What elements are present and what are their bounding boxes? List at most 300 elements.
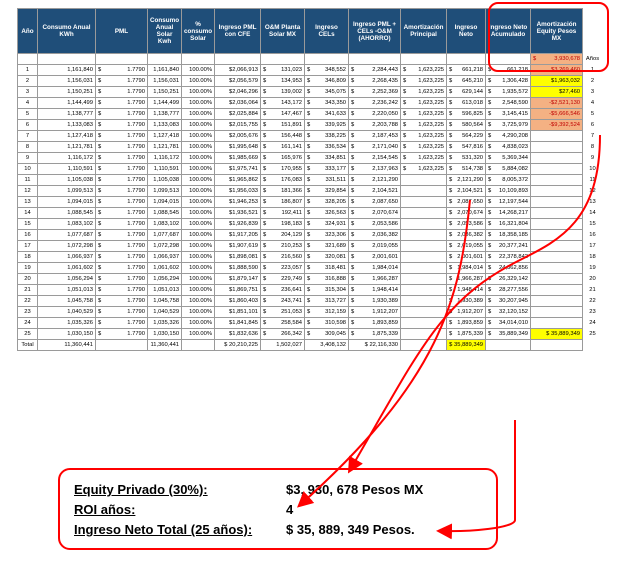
cell-neto: $ 1,875,339 bbox=[447, 329, 486, 340]
cell-equity: $3,269,460 bbox=[531, 65, 583, 76]
cell-year: 9 bbox=[18, 153, 38, 164]
cell-ahorro: $ 1,930,389 bbox=[349, 296, 401, 307]
cell-ingreso_pml: $1,907,619 bbox=[215, 241, 261, 252]
cell-solar: 1,144,499 bbox=[148, 98, 182, 109]
cell-ingreso_pml: $1,879,147 bbox=[215, 274, 261, 285]
cell-pct: 100.00% bbox=[182, 142, 215, 153]
cell-cels: $ 323,306 bbox=[305, 230, 349, 241]
cell-pct: 100.00% bbox=[182, 175, 215, 186]
cell-solar: 1,056,294 bbox=[148, 274, 182, 285]
cell-pct: 100.00% bbox=[182, 230, 215, 241]
cell-cels: $ 321,689 bbox=[305, 241, 349, 252]
total-cels: 3,408,132 bbox=[305, 340, 349, 351]
cell-ingreso_pml: $2,056,579 bbox=[215, 76, 261, 87]
cell-pct: 100.00% bbox=[182, 296, 215, 307]
cell-idx: 6 bbox=[590, 122, 595, 128]
cell-acum: $ 1,306,428 bbox=[486, 76, 531, 87]
cell-neto: $ 613,018 bbox=[447, 98, 486, 109]
cell-acum: $ 3,145,415 bbox=[486, 109, 531, 120]
cell-year: 22 bbox=[18, 296, 38, 307]
cell-idx: 13 bbox=[589, 199, 596, 205]
cell-neto: $ 2,001,601 bbox=[447, 252, 486, 263]
cell-neto: $ 661,218 bbox=[447, 65, 486, 76]
cell-idx: 23 bbox=[589, 309, 596, 315]
cell-consumo: 1,133,083 bbox=[38, 120, 96, 131]
cell-solar: 1,116,172 bbox=[148, 153, 182, 164]
cell-pct: 100.00% bbox=[182, 109, 215, 120]
cell-ahorro: $ 1,912,207 bbox=[349, 307, 401, 318]
cell-neto: $ 531,320 bbox=[447, 153, 486, 164]
header-ahorro: Ingreso PML + CELs -O&M (AHORRO) bbox=[349, 9, 401, 54]
cell-pml: $ 1.7790 bbox=[96, 307, 148, 318]
cell-amort: $ 1,623,225 bbox=[401, 120, 447, 131]
cell-ahorro: $ 2,187,453 bbox=[349, 131, 401, 142]
years-label: Años bbox=[585, 56, 600, 62]
cell-pct: 100.00% bbox=[182, 197, 215, 208]
cell-year: 24 bbox=[18, 318, 38, 329]
cell-idx: 20 bbox=[589, 276, 596, 282]
cell-pct: 100.00% bbox=[182, 252, 215, 263]
cell-year: 21 bbox=[18, 285, 38, 296]
cell-ingreso_pml: $1,985,669 bbox=[215, 153, 261, 164]
cell-ahorro: $ 2,036,382 bbox=[349, 230, 401, 241]
cell-idx: 25 bbox=[589, 331, 596, 337]
cell-year: 6 bbox=[18, 120, 38, 131]
cell-pct: 100.00% bbox=[182, 87, 215, 98]
cell-pct: 100.00% bbox=[182, 318, 215, 329]
cell-solar: 1,061,602 bbox=[148, 263, 182, 274]
cell-ingreso_pml: $2,005,676 bbox=[215, 131, 261, 142]
cell-idx: 12 bbox=[589, 188, 596, 194]
cell-acum: $ 14,268,217 bbox=[486, 208, 531, 219]
cell-solar: 1,072,298 bbox=[148, 241, 182, 252]
cell-neto: $ 514,738 bbox=[447, 164, 486, 175]
cell-consumo: 1,077,687 bbox=[38, 230, 96, 241]
cell-consumo: 1,156,031 bbox=[38, 76, 96, 87]
cell-ahorro: $ 2,236,242 bbox=[349, 98, 401, 109]
cell-consumo: 1,116,172 bbox=[38, 153, 96, 164]
header-pct-solar: % consumo Solar bbox=[182, 9, 215, 54]
cell-om: $ 161,141 bbox=[261, 142, 305, 153]
cell-ahorro: $ 1,875,339 bbox=[349, 329, 401, 340]
cell-neto: $ 1,930,389 bbox=[447, 296, 486, 307]
cell-solar: 1,077,687 bbox=[148, 230, 182, 241]
cell-acum: $ 8,005,372 bbox=[486, 175, 531, 186]
cell-om: $ 139,002 bbox=[261, 87, 305, 98]
cell-amort: $ 1,623,225 bbox=[401, 65, 447, 76]
cell-year: 2 bbox=[18, 76, 38, 87]
cell-cels: $ 341,633 bbox=[305, 109, 349, 120]
cell-consumo: 1,099,513 bbox=[38, 186, 96, 197]
cell-neto: $ 1,966,287 bbox=[447, 274, 486, 285]
cell-neto: $ 547,816 bbox=[447, 142, 486, 153]
cell-ingreso_pml: $2,015,755 bbox=[215, 120, 261, 131]
cell-cels: $ 333,177 bbox=[305, 164, 349, 175]
cell-ingreso_pml: $1,898,081 bbox=[215, 252, 261, 263]
cell-pct: 100.00% bbox=[182, 131, 215, 142]
cell-neto: $ 2,053,586 bbox=[447, 219, 486, 230]
cell-cels: $ 309,045 bbox=[305, 329, 349, 340]
cell-neto: $ 1,948,414 bbox=[447, 285, 486, 296]
cell-cels: $ 339,925 bbox=[305, 120, 349, 131]
cell-idx: 17 bbox=[589, 243, 596, 249]
cell-neto: $ 2,104,521 bbox=[447, 186, 486, 197]
cell-neto: $ 564,229 bbox=[447, 131, 486, 142]
cell-ingreso_pml: $1,965,862 bbox=[215, 175, 261, 186]
cell-consumo: 1,072,298 bbox=[38, 241, 96, 252]
cell-cels: $ 316,888 bbox=[305, 274, 349, 285]
cell-pct: 100.00% bbox=[182, 274, 215, 285]
cell-consumo: 1,110,591 bbox=[38, 164, 96, 175]
cell-ingreso_pml: $1,888,590 bbox=[215, 263, 261, 274]
cell-cels: $ 345,075 bbox=[305, 87, 349, 98]
cell-solar: 1,156,031 bbox=[148, 76, 182, 87]
arrow-neto bbox=[440, 420, 515, 531]
cell-cels: $ 336,534 bbox=[305, 142, 349, 153]
cell-neto: $ 596,825 bbox=[447, 109, 486, 120]
cell-pct: 100.00% bbox=[182, 76, 215, 87]
cell-om: $ 251,053 bbox=[261, 307, 305, 318]
cell-acum: $ 5,884,082 bbox=[486, 164, 531, 175]
cell-pml: $ 1.7790 bbox=[96, 142, 148, 153]
cell-acum: $ 32,120,152 bbox=[486, 307, 531, 318]
cell-om: $ 165,976 bbox=[261, 153, 305, 164]
cell-consumo: 1,105,038 bbox=[38, 175, 96, 186]
cell-neto: $ 2,070,674 bbox=[447, 208, 486, 219]
cell-solar: 1,110,591 bbox=[148, 164, 182, 175]
roi-value: 4 bbox=[286, 502, 294, 517]
cell-consumo: 1,035,326 bbox=[38, 318, 96, 329]
cell-solar: 1,133,083 bbox=[148, 120, 182, 131]
cell-year: 16 bbox=[18, 230, 38, 241]
cell-pct: 100.00% bbox=[182, 98, 215, 109]
cell-consumo: 1,127,418 bbox=[38, 131, 96, 142]
cell-om: $ 258,584 bbox=[261, 318, 305, 329]
cell-pct: 100.00% bbox=[182, 285, 215, 296]
equity-label: Equity Privado (30%): bbox=[74, 482, 208, 497]
cell-idx: 15 bbox=[589, 221, 596, 227]
cell-pml: $ 1.7790 bbox=[96, 274, 148, 285]
cell-om: $ 204,129 bbox=[261, 230, 305, 241]
cell-ingreso_pml: $1,995,648 bbox=[215, 142, 261, 153]
cell-ahorro: $ 2,121,290 bbox=[349, 175, 401, 186]
cell-neto: $ 1,912,207 bbox=[447, 307, 486, 318]
cell-idx: 8 bbox=[590, 144, 595, 150]
cell-pct: 100.00% bbox=[182, 208, 215, 219]
cell-neto: $ 645,210 bbox=[447, 76, 486, 87]
cell-ahorro: $ 2,171,040 bbox=[349, 142, 401, 153]
cell-neto: $ 2,121,290 bbox=[447, 175, 486, 186]
cell-amort: $ 1,623,225 bbox=[401, 76, 447, 87]
cell-consumo: 1,150,251 bbox=[38, 87, 96, 98]
cell-amort: $ 1,623,225 bbox=[401, 109, 447, 120]
cell-solar: 1,099,513 bbox=[148, 186, 182, 197]
cell-om: $ 131,023 bbox=[261, 65, 305, 76]
equity-initial-cell: $ 3,930,678 bbox=[531, 54, 583, 65]
cell-ahorro: $ 2,203,788 bbox=[349, 120, 401, 131]
cell-pct: 100.00% bbox=[182, 65, 215, 76]
cell-pct: 100.00% bbox=[182, 329, 215, 340]
cell-om: $ 186,807 bbox=[261, 197, 305, 208]
cell-ahorro: $ 2,053,586 bbox=[349, 219, 401, 230]
cell-pml: $ 1.7790 bbox=[96, 230, 148, 241]
cell-equity: $1,963,032 bbox=[531, 76, 583, 87]
cell-consumo: 1,066,937 bbox=[38, 252, 96, 263]
cell-ahorro: $ 2,268,435 bbox=[349, 76, 401, 87]
cell-cels: $ 343,350 bbox=[305, 98, 349, 109]
cell-pml: $ 1.7790 bbox=[96, 153, 148, 164]
cell-solar: 1,094,015 bbox=[148, 197, 182, 208]
cell-neto: $ 1,893,859 bbox=[447, 318, 486, 329]
cell-solar: 1,127,418 bbox=[148, 131, 182, 142]
cell-pml: $ 1.7790 bbox=[96, 98, 148, 109]
cell-om: $ 143,172 bbox=[261, 98, 305, 109]
cell-pml: $ 1.7790 bbox=[96, 318, 148, 329]
header-ingreso-neto: Ingreso Neto bbox=[447, 9, 486, 54]
cell-ingreso_pml: $1,869,751 bbox=[215, 285, 261, 296]
cell-consumo: 1,121,781 bbox=[38, 142, 96, 153]
cell-ahorro: $ 2,104,521 bbox=[349, 186, 401, 197]
total-neto: $ 35,889,349 bbox=[447, 340, 486, 351]
cell-acum: $ 5,369,344 bbox=[486, 153, 531, 164]
cell-ahorro: $ 2,137,963 bbox=[349, 164, 401, 175]
neto-label: Ingreso Neto Total (25 años): bbox=[74, 522, 253, 537]
cell-cels: $ 310,598 bbox=[305, 318, 349, 329]
cell-pct: 100.00% bbox=[182, 241, 215, 252]
cell-om: $ 170,955 bbox=[261, 164, 305, 175]
cell-year: 12 bbox=[18, 186, 38, 197]
cell-solar: 1,105,038 bbox=[148, 175, 182, 186]
cell-year: 23 bbox=[18, 307, 38, 318]
cell-pml: $ 1.7790 bbox=[96, 197, 148, 208]
header-ingreso-pml: Ingreso PML con CFE bbox=[215, 9, 261, 54]
cell-solar: 1,121,781 bbox=[148, 142, 182, 153]
cell-om: $ 198,183 bbox=[261, 219, 305, 230]
cell-amort: $ 1,623,225 bbox=[401, 87, 447, 98]
cell-pct: 100.00% bbox=[182, 186, 215, 197]
cell-solar: 1,066,937 bbox=[148, 252, 182, 263]
cell-amort: $ 1,623,225 bbox=[401, 153, 447, 164]
cell-ahorro: $ 1,893,859 bbox=[349, 318, 401, 329]
header-pml: PML bbox=[96, 9, 148, 54]
cell-acum: $ 10,109,893 bbox=[486, 186, 531, 197]
cell-year: 4 bbox=[18, 98, 38, 109]
cell-amort: $ 1,623,225 bbox=[401, 98, 447, 109]
cell-idx: 5 bbox=[590, 111, 595, 117]
cell-idx: 21 bbox=[589, 287, 596, 293]
cell-solar: 1,150,251 bbox=[148, 87, 182, 98]
cell-cels: $ 334,851 bbox=[305, 153, 349, 164]
cell-idx: 18 bbox=[589, 254, 596, 260]
cell-equity: -$9,392,524 bbox=[531, 120, 583, 131]
cell-acum: $ 18,358,185 bbox=[486, 230, 531, 241]
cell-pml: $ 1.7790 bbox=[96, 252, 148, 263]
cell-acum: $ 3,725,979 bbox=[486, 120, 531, 131]
cell-idx: 19 bbox=[589, 265, 596, 271]
cell-solar: 1,161,840 bbox=[148, 65, 182, 76]
cell-equity: -$2,521,130 bbox=[531, 98, 583, 109]
cell-idx: 4 bbox=[590, 100, 595, 106]
cell-ingreso_pml: $1,917,205 bbox=[215, 230, 261, 241]
cell-om: $ 176,083 bbox=[261, 175, 305, 186]
cell-om: $ 243,741 bbox=[261, 296, 305, 307]
total-label: Total bbox=[18, 340, 38, 351]
cell-solar: 1,040,529 bbox=[148, 307, 182, 318]
cell-neto: $ 2,036,382 bbox=[447, 230, 486, 241]
cell-year: 19 bbox=[18, 263, 38, 274]
cell-om: $ 134,953 bbox=[261, 76, 305, 87]
arrow-roi bbox=[300, 200, 470, 505]
cell-solar: 1,083,102 bbox=[148, 219, 182, 230]
header-cels: Ingreso CELs bbox=[305, 9, 349, 54]
cell-ahorro: $ 2,087,650 bbox=[349, 197, 401, 208]
cell-pct: 100.00% bbox=[182, 219, 215, 230]
cell-ahorro: $ 2,001,601 bbox=[349, 252, 401, 263]
cell-pml: $ 1.7790 bbox=[96, 131, 148, 142]
cell-ingreso_pml: $2,066,913 bbox=[215, 65, 261, 76]
cell-ingreso_pml: $1,926,839 bbox=[215, 219, 261, 230]
total-ahorro: $ 22,116,330 bbox=[349, 340, 401, 351]
cell-idx: 11 bbox=[589, 177, 596, 183]
cell-om: $ 147,467 bbox=[261, 109, 305, 120]
cell-acum: $ 28,277,556 bbox=[486, 285, 531, 296]
total-consumo: 11,360,441 bbox=[38, 340, 96, 351]
cell-pml: $ 1.7790 bbox=[96, 65, 148, 76]
cell-consumo: 1,088,545 bbox=[38, 208, 96, 219]
cell-idx: 1 bbox=[590, 67, 595, 73]
cell-idx: 24 bbox=[589, 320, 596, 326]
cell-year: 20 bbox=[18, 274, 38, 285]
cell-acum: $ 12,197,544 bbox=[486, 197, 531, 208]
cell-ahorro: $ 2,070,674 bbox=[349, 208, 401, 219]
cell-pml: $ 1.7790 bbox=[96, 285, 148, 296]
cell-cels: $ 329,854 bbox=[305, 186, 349, 197]
cell-ingreso_pml: $1,975,741 bbox=[215, 164, 261, 175]
cell-cels: $ 312,159 bbox=[305, 307, 349, 318]
cell-acum: $ 661,218 bbox=[486, 65, 531, 76]
header-neto-acumulado: Ingreso Neto Acumulado bbox=[486, 9, 531, 54]
cell-cels: $ 326,563 bbox=[305, 208, 349, 219]
cell-year: 1 bbox=[18, 65, 38, 76]
header-amortizacion: Amortización Principal bbox=[401, 9, 447, 54]
cell-year: 14 bbox=[18, 208, 38, 219]
cell-cels: $ 324,931 bbox=[305, 219, 349, 230]
cell-pml: $ 1.7790 bbox=[96, 241, 148, 252]
cell-ingreso_pml: $2,036,064 bbox=[215, 98, 261, 109]
cell-year: 25 bbox=[18, 329, 38, 340]
cell-solar: 1,030,150 bbox=[148, 329, 182, 340]
cell-ahorro: $ 2,220,050 bbox=[349, 109, 401, 120]
total-solar: 11,360,441 bbox=[148, 340, 182, 351]
cell-om: $ 181,366 bbox=[261, 186, 305, 197]
cell-ahorro: $ 2,284,443 bbox=[349, 65, 401, 76]
cell-year: 3 bbox=[18, 87, 38, 98]
cell-solar: 1,051,013 bbox=[148, 285, 182, 296]
cell-solar: 1,045,758 bbox=[148, 296, 182, 307]
cell-pml: $ 1.7790 bbox=[96, 109, 148, 120]
cell-acum: $ 24,362,856 bbox=[486, 263, 531, 274]
equity-value: $3, 930, 678 Pesos MX bbox=[286, 482, 424, 497]
cell-idx: 2 bbox=[590, 78, 595, 84]
cell-cels: $ 331,511 bbox=[305, 175, 349, 186]
cell-ahorro: $ 2,019,055 bbox=[349, 241, 401, 252]
header-equity: Amortización Equity Pesos MX bbox=[531, 9, 583, 54]
cell-consumo: 1,045,758 bbox=[38, 296, 96, 307]
cell-amort: $ 1,623,225 bbox=[401, 164, 447, 175]
total-ingreso-pml: $ 20,210,225 bbox=[215, 340, 261, 351]
cell-consumo: 1,051,013 bbox=[38, 285, 96, 296]
cell-pml: $ 1.7790 bbox=[96, 120, 148, 131]
cell-cels: $ 320,081 bbox=[305, 252, 349, 263]
neto-value: $ 35, 889, 349 Pesos. bbox=[286, 522, 415, 537]
cell-ingreso_pml: $1,946,253 bbox=[215, 197, 261, 208]
cell-neto: $ 2,019,055 bbox=[447, 241, 486, 252]
cell-consumo: 1,138,777 bbox=[38, 109, 96, 120]
cell-ahorro: $ 2,154,545 bbox=[349, 153, 401, 164]
cell-pml: $ 1.7790 bbox=[96, 186, 148, 197]
cell-idx: 14 bbox=[589, 210, 596, 216]
cell-om: $ 156,448 bbox=[261, 131, 305, 142]
cell-consumo: 1,161,840 bbox=[38, 65, 96, 76]
cell-consumo: 1,094,015 bbox=[38, 197, 96, 208]
cell-consumo: 1,030,150 bbox=[38, 329, 96, 340]
cell-acum: $ 1,935,572 bbox=[486, 87, 531, 98]
cell-year: 5 bbox=[18, 109, 38, 120]
arrow-equity bbox=[350, 135, 600, 470]
cell-cels: $ 346,809 bbox=[305, 76, 349, 87]
cell-pml: $ 1.7790 bbox=[96, 87, 148, 98]
cell-pml: $ 1.7790 bbox=[96, 164, 148, 175]
cell-consumo: 1,144,499 bbox=[38, 98, 96, 109]
cell-acum: $ 16,321,804 bbox=[486, 219, 531, 230]
cell-solar: 1,035,326 bbox=[148, 318, 182, 329]
cell-pct: 100.00% bbox=[182, 263, 215, 274]
cell-cels: $ 315,304 bbox=[305, 285, 349, 296]
cell-om: $ 266,342 bbox=[261, 329, 305, 340]
cell-pml: $ 1.7790 bbox=[96, 296, 148, 307]
cell-ingreso_pml: $1,860,403 bbox=[215, 296, 261, 307]
cell-acum: $ 22,378,842 bbox=[486, 252, 531, 263]
cell-pml: $ 1.7790 bbox=[96, 76, 148, 87]
cell-acum: $ 35,889,349 bbox=[486, 329, 531, 340]
cell-ahorro: $ 2,252,369 bbox=[349, 87, 401, 98]
cell-cels: $ 328,205 bbox=[305, 197, 349, 208]
cell-year: 15 bbox=[18, 219, 38, 230]
cell-pct: 100.00% bbox=[182, 307, 215, 318]
header-consumo-anual: Consumo Anual KWh bbox=[38, 9, 96, 54]
cell-year: 13 bbox=[18, 197, 38, 208]
cell-neto: $ 2,087,650 bbox=[447, 197, 486, 208]
cell-acum: $ 30,207,945 bbox=[486, 296, 531, 307]
header-om: O&M Planta Solar MX bbox=[261, 9, 305, 54]
cell-solar: 1,138,777 bbox=[148, 109, 182, 120]
cell-ahorro: $ 1,984,014 bbox=[349, 263, 401, 274]
cell-ahorro: $ 1,948,414 bbox=[349, 285, 401, 296]
cell-ingreso_pml: $2,046,296 bbox=[215, 87, 261, 98]
cell-pml: $ 1.7790 bbox=[96, 208, 148, 219]
cell-acum: $ 34,014,010 bbox=[486, 318, 531, 329]
cell-om: $ 229,749 bbox=[261, 274, 305, 285]
cell-pml: $ 1.7790 bbox=[96, 329, 148, 340]
cell-idx: 9 bbox=[590, 155, 595, 161]
cell-solar: 1,088,545 bbox=[148, 208, 182, 219]
cell-year: 11 bbox=[18, 175, 38, 186]
cell-om: $ 210,253 bbox=[261, 241, 305, 252]
cell-idx: 7 bbox=[590, 133, 595, 139]
cell-acum: $ 20,377,241 bbox=[486, 241, 531, 252]
cell-idx: 22 bbox=[589, 298, 596, 304]
cell-consumo: 1,056,294 bbox=[38, 274, 96, 285]
